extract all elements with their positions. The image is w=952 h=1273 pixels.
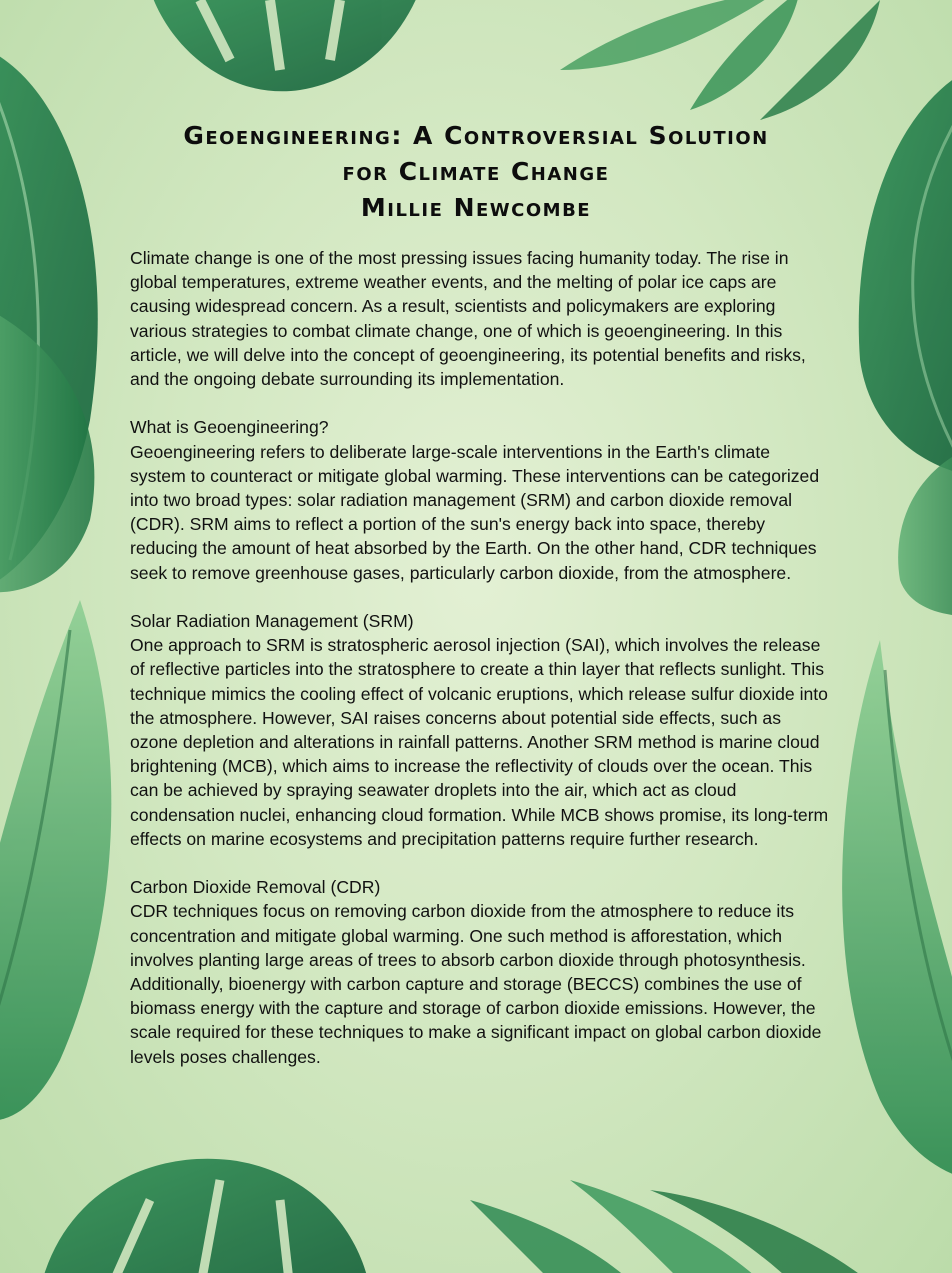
- section-text: Geoengineering refers to deliberate large-scale interventions in the Earth's climate system to counteract or mitigate global warming. These interventions can be categorized into two broad types: solar radiation management (SRM) and carbon dioxide removal (CDR). SRM aims to reflect a portion of the sun's energy back into space, thereby reducing the amount of heat absorbed by the Earth. On the other hand, CDR techniques seek to remove greenhouse gases, particularly carbon dioxide, from the atmosphere.: [130, 441, 820, 583]
- section-text: CDR techniques focus on removing carbon dioxide from the atmosphere to reduce its concentration and mitigate global warming. One such method is afforestation, which involves planting large areas of trees to absorb carbon dioxide through photosynthesis. Additionally, bioenergy with carbon capture and storage (BECCS) combines the use of biomass energy with the capture and storage of carbon dioxide emissions. However, the scale required for these techniques to make a significant impact on global carbon dioxide levels poses challenges.: [130, 901, 822, 1067]
- section-heading: Solar Radiation Management (SRM): [130, 611, 414, 632]
- article-body: [130, 246, 830, 1093]
- section-srm: [130, 609, 830, 851]
- section-what-is-geoengineering: [130, 415, 830, 584]
- article-header: [100, 118, 852, 226]
- intro-paragraph: [130, 246, 830, 391]
- article-title-line-1: Geoengineering: A Controversial Solution: [183, 121, 769, 150]
- section-heading: What is Geoengineering?: [130, 417, 329, 438]
- article-author: Millie Newcombe: [360, 193, 592, 222]
- section-heading: Carbon Dioxide Removal (CDR): [130, 877, 381, 898]
- article-title-line-2: for Climate Change: [342, 157, 610, 186]
- intro-text: Climate change is one of the most pressing issues facing humanity today. The rise in global temperatures, extreme weather events, and the melting of polar ice caps are causing widespread concern. As a result, scientists and policymakers are exploring various strategies to combat climate change, one of which is geoengineering. In this article, we will delve into the concept of geoengineering, its potential benefits and risks, and the ongoing debate surrounding its implementation.: [130, 248, 806, 390]
- section-cdr: [130, 875, 830, 1069]
- section-text: One approach to SRM is stratospheric aerosol injection (SAI), which involves the release of reflective particles into the stratosphere to create a thin layer that reflects sunlight. This technique mimics the cooling effect of volcanic eruptions, which release sulfur dioxide into the atmosphere. However, SAI raises concerns about potential side effects, such as ozone depletion and alterations in rainfall patterns. Another SRM method is marine cloud brightening (MCB), which aims to increase the reflectivity of clouds over the ocean. This can be achieved by spraying seawater droplets into the air, which act as cloud condensation nuclei, enhancing cloud formation. While MCB shows promise, its long-term effects on marine ecosystems and precipitation patterns require further research.: [130, 635, 829, 849]
